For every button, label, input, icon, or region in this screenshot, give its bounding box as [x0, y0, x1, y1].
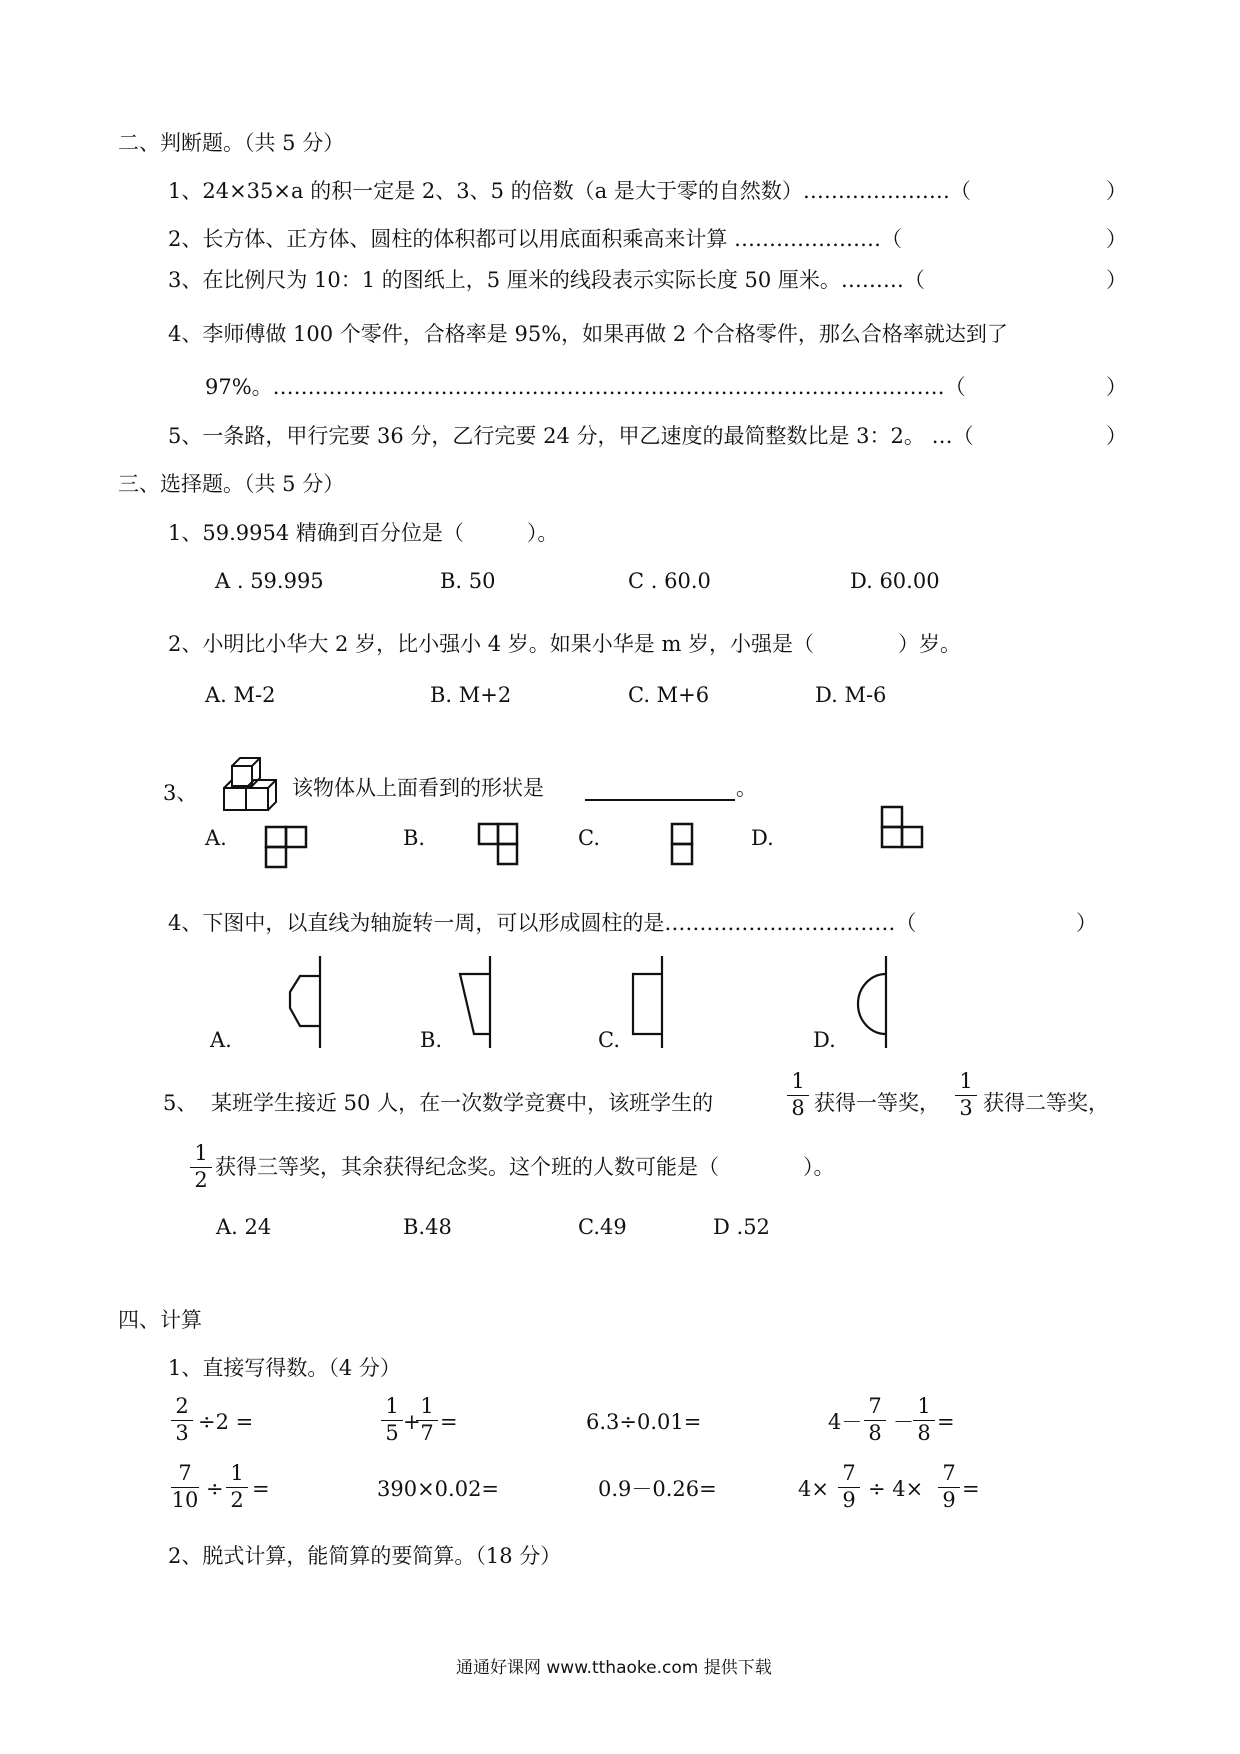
e8-fraction-2 — [938, 1463, 960, 1512]
choice-q4-b: B. — [420, 1028, 443, 1052]
fraction-numerator: 1 — [959, 1069, 973, 1093]
choice-q3-blank — [585, 799, 735, 801]
fraction-numerator: 7 — [178, 1461, 192, 1485]
option-d-rotation-figure — [850, 956, 890, 1048]
choice-q4-c: C. — [598, 1028, 620, 1052]
choice-q3-end: 。 — [736, 776, 757, 800]
choice-q1-stem: 1、59.9954 精确到百分位是（ ）。 — [168, 521, 559, 545]
fraction-denominator: 2 — [194, 1168, 208, 1192]
fraction-numerator: 1 — [230, 1461, 244, 1485]
choice-q5-part2: 获得一等奖， — [814, 1091, 940, 1115]
fraction-denominator: 2 — [230, 1488, 244, 1512]
choice-q5-part1: 某班学生接近 50 人，在一次数学竞赛中，该班学生的 — [211, 1091, 714, 1115]
e2-eq: = — [440, 1410, 458, 1434]
e7-expr: 0.9－0.26= — [598, 1477, 717, 1501]
e1-rest: ÷2 = — [198, 1410, 254, 1434]
option-a-shape — [265, 826, 307, 868]
choice-q5-d: D .52 — [713, 1215, 770, 1239]
choice-q5-num: 5、 — [163, 1091, 198, 1115]
choice-q5-b: B.48 — [403, 1215, 452, 1239]
judge-q2: 2、长方体、正方体、圆柱的体积都可以用底面积乘高来计算 …………………（ — [168, 227, 903, 251]
e6-expr: 390×0.02= — [377, 1477, 500, 1501]
e5-fraction-1 — [171, 1463, 199, 1512]
judge-q1-close: ） — [1106, 179, 1127, 203]
choice-q5-part3: 获得二等奖， — [983, 1091, 1109, 1115]
fraction-denominator: 9 — [942, 1488, 956, 1512]
choice-q2-b: B. M+2 — [430, 683, 512, 707]
e4-fraction-1 — [864, 1396, 886, 1445]
e4-op: － — [893, 1410, 914, 1434]
fraction-denominator: 3 — [175, 1421, 189, 1445]
fraction-numerator: 1 — [194, 1141, 208, 1165]
choice-q4-d: D. — [813, 1028, 836, 1052]
choice-q5-c: C.49 — [578, 1215, 627, 1239]
choice-q4-close: ） — [1076, 911, 1097, 935]
choice-q3-a: A. — [205, 826, 227, 850]
choice-q2-c: C. M+6 — [628, 683, 710, 707]
judge-q5: 5、一条路，甲行完要 36 分，乙行完要 24 分，甲乙速度的最简整数比是 3：2。 …（ — [168, 424, 974, 448]
calc-heading: 四、计算 — [118, 1308, 202, 1332]
calc-sub2: 2、脱式计算，能简算的要简算。（18 分） — [168, 1544, 562, 1568]
e2-fraction-1 — [381, 1396, 403, 1445]
e5-fraction-2 — [226, 1463, 248, 1512]
fraction-numerator: 1 — [385, 1394, 399, 1418]
choice-q3-d: D. — [751, 826, 774, 850]
fraction-numerator: 2 — [175, 1394, 189, 1418]
option-b-shape — [478, 823, 518, 865]
choice-q3-c: C. — [578, 826, 600, 850]
choice-q2-a: A. M-2 — [205, 683, 276, 707]
judge-heading: 二、判断题。（共 5 分） — [118, 131, 345, 155]
option-a-rotation-figure — [288, 956, 324, 1048]
fraction-one-eighth — [787, 1071, 809, 1120]
judge-q4-close: ） — [1106, 375, 1127, 399]
option-b-rotation-figure — [458, 956, 494, 1048]
choice-q5-part4: 获得三等奖，其余获得纪念奖。这个班的人数可能是（ ）。 — [215, 1155, 835, 1179]
choice-heading: 三、选择题。（共 5 分） — [118, 472, 345, 496]
fraction-numerator: 1 — [420, 1394, 434, 1418]
cube-stack-figure — [222, 756, 282, 812]
fraction-denominator: 3 — [959, 1096, 973, 1120]
fraction-denominator: 5 — [385, 1421, 399, 1445]
judge-q3: 3、在比例尺为 10：1 的图纸上，5 厘米的线段表示实际长度 50 厘米。………（ — [168, 268, 925, 292]
choice-q5-a: A. 24 — [216, 1215, 272, 1239]
fraction-one-half — [190, 1143, 212, 1192]
e8-lead: 4× — [798, 1477, 829, 1501]
fraction-numerator: 1 — [791, 1069, 805, 1093]
fraction-denominator: 9 — [842, 1488, 856, 1512]
judge-q1: 1、24×35×a 的积一定是 2、3、5 的倍数（a 是大于零的自然数）…………………（ — [168, 179, 971, 203]
fraction-denominator: 8 — [917, 1421, 931, 1445]
option-c-shape — [671, 823, 693, 865]
choice-q2-d: D. M-6 — [815, 683, 887, 707]
e1-fraction — [171, 1396, 193, 1445]
choice-q3-stem: 该物体从上面看到的形状是 — [292, 776, 544, 800]
option-c-rotation-figure — [630, 956, 666, 1048]
e2-op: + — [403, 1410, 421, 1434]
e2-fraction-2 — [416, 1396, 438, 1445]
judge-q4-line1: 4、李师傅做 100 个零件，合格率是 95%，如果再做 2 个合格零件，那么合格率就达到了 — [168, 322, 1008, 346]
judge-q5-close: ） — [1106, 424, 1127, 448]
choice-q4-stem: 4、下图中，以直线为轴旋转一周，可以形成圆柱的是……………………………（ — [168, 911, 917, 935]
e5-eq: = — [252, 1477, 270, 1501]
choice-q1-a: A . 59.995 — [215, 569, 324, 593]
e3-expr: 6.3÷0.01= — [586, 1410, 702, 1434]
judge-q3-close: ） — [1106, 268, 1127, 292]
judge-q2-close: ） — [1106, 227, 1127, 251]
fraction-denominator: 8 — [791, 1096, 805, 1120]
choice-q3-num: 3、 — [163, 781, 198, 805]
fraction-numerator: 7 — [942, 1461, 956, 1485]
choice-q3-b: B. — [403, 826, 426, 850]
choice-q1-d: D. 60.00 — [850, 569, 940, 593]
calc-sub1: 1、直接写得数。（4 分） — [168, 1356, 401, 1380]
e4-eq: = — [937, 1410, 955, 1434]
e8-eq: = — [962, 1477, 980, 1501]
e4-fraction-2 — [913, 1396, 935, 1445]
footer-text: 通通好课网 www.tthaoke.com 提供下载 — [456, 1658, 772, 1678]
e8-mid: ÷ 4× — [868, 1477, 924, 1501]
fraction-one-third — [955, 1071, 977, 1120]
fraction-numerator: 1 — [917, 1394, 931, 1418]
e5-op: ÷ — [206, 1477, 224, 1501]
fraction-numerator: 7 — [842, 1461, 856, 1485]
fraction-numerator: 7 — [868, 1394, 882, 1418]
fraction-denominator: 8 — [868, 1421, 882, 1445]
choice-q1-c: C . 60.0 — [628, 569, 711, 593]
fraction-denominator: 7 — [420, 1421, 434, 1445]
e4-lead: 4－ — [828, 1410, 863, 1434]
option-d-shape — [881, 806, 923, 848]
e8-fraction-1 — [838, 1463, 860, 1512]
choice-q1-b: B. 50 — [440, 569, 496, 593]
choice-q4-a: A. — [210, 1028, 232, 1052]
judge-q4-line2: 97%。……………………………………………………………………………………（ — [205, 375, 966, 399]
fraction-denominator: 10 — [171, 1488, 199, 1512]
choice-q2-stem: 2、小明比小华大 2 岁，比小强小 4 岁。如果小华是 m 岁，小强是（ ）岁。 — [168, 632, 962, 656]
